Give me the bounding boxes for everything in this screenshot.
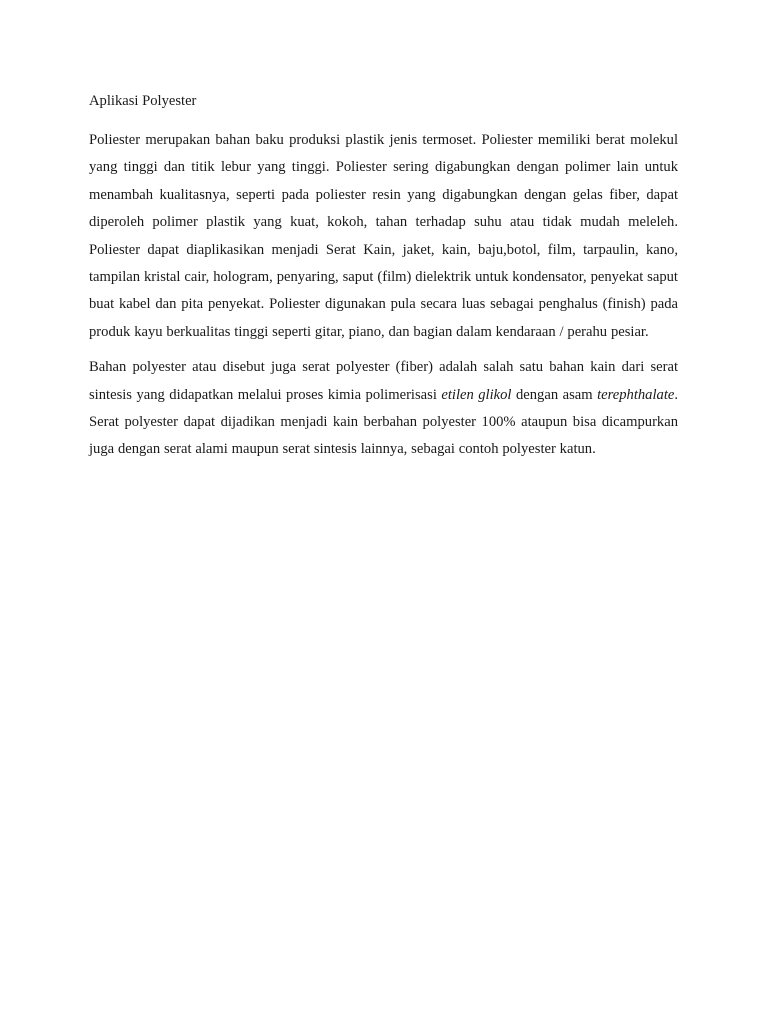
document-page: [89, 88, 678, 472]
paragraph-text-segment: Bahan polyester atau disebut juga serat polyester (fiber) adalah salah satu bahan kain dari serat sintesis yang didapatkan melalui proses kimia polimerisasi: [89, 359, 678, 403]
italic-term-terephthalate: terephthalate: [597, 386, 675, 403]
paragraph-text-segment: dengan asam: [511, 386, 598, 403]
italic-term-etilen-glikol: etilen glikol: [441, 386, 512, 403]
paragraph-poliester-overview: Poliester merupakan bahan baku produksi plastik jenis termoset. Poliester memiliki berat molekul yang tinggi dan titik lebur yang tinggi. Poliester sering digabungkan dengan polimer lain untuk menambah kualitasnya, seperti pada poliester resin yang digabungkan dengan gelas fiber, dapat diperoleh polimer plastik yang kuat, kokoh, tahan terhadap suhu atau tidak mudah meleleh. Poliester dapat diaplikasikan menjadi Serat Kain, jaket, kain, baju,botol, film, tarpaulin, kano, tampilan kristal cair, hologram, penyaring, saput (film) dielektrik untuk kondensator, penyekat saput buat kabel dan pita penyekat. Poliester digunakan pula secara luas sebagai penghalus (finish) pada produk kayu berkualitas tinggi seperti gitar, piano, dan bagian dalam kendaraan / perahu pesiar.: [89, 132, 678, 340]
paragraph-polyester-fiber: [89, 354, 678, 464]
paragraph-text-segment: . Serat polyester dapat dijadikan menjadi kain berbahan polyester 100% ataupun bisa dicampurkan juga dengan serat alami maupun serat sintesis lainnya, sebagai contoh polyester katun.: [89, 386, 679, 458]
document-title: Aplikasi Polyester: [89, 93, 197, 109]
